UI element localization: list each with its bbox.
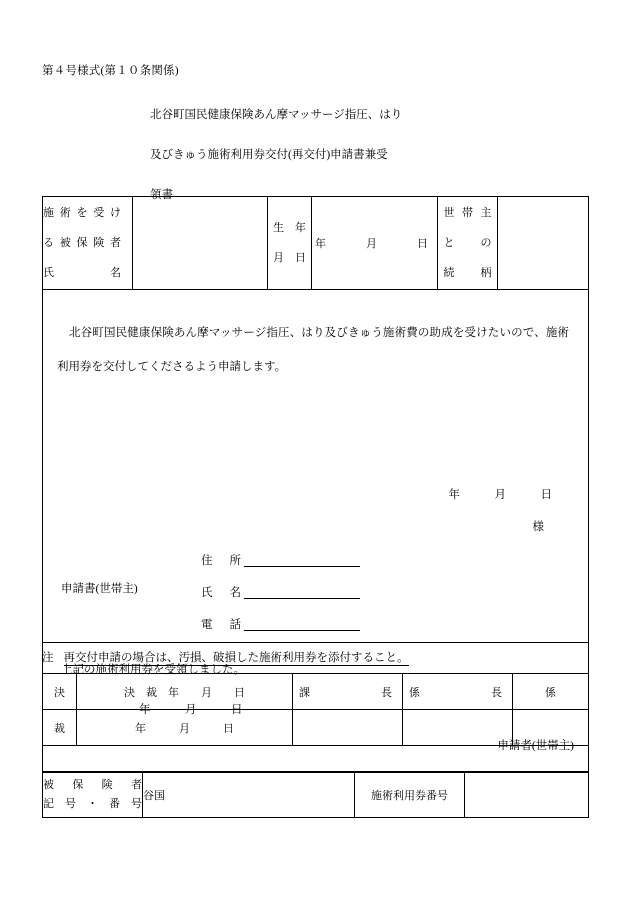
insured-number-table	[42, 772, 589, 818]
table-row	[43, 674, 589, 710]
ticket-number-value[interactable]	[465, 773, 589, 818]
relation-label-line-2: と の	[443, 237, 492, 249]
approval-staff-value[interactable]	[513, 710, 589, 746]
field-name-label: 氏 名	[201, 587, 241, 599]
applicant-label: 申請書(世帯主)	[61, 583, 138, 595]
birth-label-line-2: 月 日	[273, 252, 306, 264]
title-line-1: 北谷町国民健康保険あん摩マッサージ指圧、はり	[150, 109, 403, 121]
insured-number-label-line-2: 記 号 ・ 番 号	[43, 798, 142, 810]
table-row	[43, 710, 589, 746]
title-line-2: 及びきゅう施術利用券交付(再交付)申請書兼受	[150, 149, 388, 161]
table-row	[43, 773, 589, 818]
receipt-signer-label: 申請者(世帯主)	[497, 740, 574, 752]
field-phone-label: 電 話	[201, 619, 241, 631]
relation-label-cell	[438, 197, 498, 290]
approval-chief-value[interactable]	[403, 710, 513, 746]
field-address-input[interactable]	[244, 548, 360, 567]
insured-number-value[interactable]: 谷国	[143, 773, 355, 818]
note-text: 再交付申請の場合は、汚損、破損した施術利用券を添付すること。	[63, 652, 409, 664]
form-number: 第４号様式(第１０条関係)	[42, 65, 179, 77]
field-address-label: 住 所	[201, 555, 241, 567]
approval-table	[42, 673, 589, 746]
birth-label-line-1: 生 年	[273, 222, 306, 234]
field-name	[201, 580, 360, 612]
name-value-cell[interactable]	[133, 197, 268, 290]
name-label-line-2: る被保険者	[43, 237, 121, 249]
name-label-line-1: 施術を受け	[43, 207, 121, 219]
note-head: 注	[42, 652, 54, 664]
relation-value-cell[interactable]	[498, 197, 589, 290]
approval-section-label-left: 課	[299, 686, 310, 699]
field-phone	[201, 612, 360, 644]
approval-side-label-1: 決	[43, 674, 77, 710]
application-body-cell	[43, 290, 589, 643]
approval-date-value[interactable]: 年 月 日	[77, 710, 293, 746]
approval-section-label-right: 長	[381, 686, 392, 699]
approval-chief-label-right: 長	[491, 686, 502, 699]
ticket-number-label: 施術利用券番号	[355, 773, 465, 818]
title-line-3: 領書	[150, 189, 173, 201]
application-body-inner	[43, 290, 588, 642]
table-row	[43, 290, 589, 643]
approval-staff-header: 係	[513, 674, 589, 710]
relation-label-line-3: 続 柄	[443, 267, 492, 279]
application-paragraph: 北谷町国民健康保険あん摩マッサージ指圧、はり及びきゅう施術費の助成を受けたいので、施術利用券を交付してくださるよう申請します。	[57, 327, 569, 373]
note	[42, 649, 409, 665]
approval-side-label-2: 裁	[43, 710, 77, 746]
approval-date-label: 決 裁 年 月 日	[77, 674, 293, 710]
field-address	[201, 548, 360, 580]
table-row	[43, 197, 589, 290]
addressee-honorific: 様	[532, 521, 544, 533]
field-name-input[interactable]	[244, 580, 360, 599]
field-phone-input[interactable]	[244, 612, 360, 631]
approval-section-value[interactable]	[293, 710, 403, 746]
applicant-fields	[201, 548, 360, 644]
relation-label-line-1: 世帯主	[443, 207, 492, 219]
approval-section-header	[293, 674, 403, 710]
name-label-cell	[43, 197, 133, 290]
application-date-line[interactable]: 年 月 日	[448, 489, 552, 501]
approval-chief-label-left: 係	[409, 686, 420, 699]
birth-label-cell	[268, 197, 312, 290]
receipt-text: 上記の施術利用券を受領しました。	[61, 664, 245, 676]
approval-chief-header	[403, 674, 513, 710]
name-label-line-3: 氏 名	[43, 267, 121, 279]
insured-number-label	[43, 773, 143, 818]
receipt-date-line[interactable]: 年 月 日	[139, 704, 243, 716]
insured-number-label-line-1: 被 保 険 者	[43, 779, 142, 791]
birth-value-cell[interactable]: 年 月 日	[312, 197, 438, 290]
